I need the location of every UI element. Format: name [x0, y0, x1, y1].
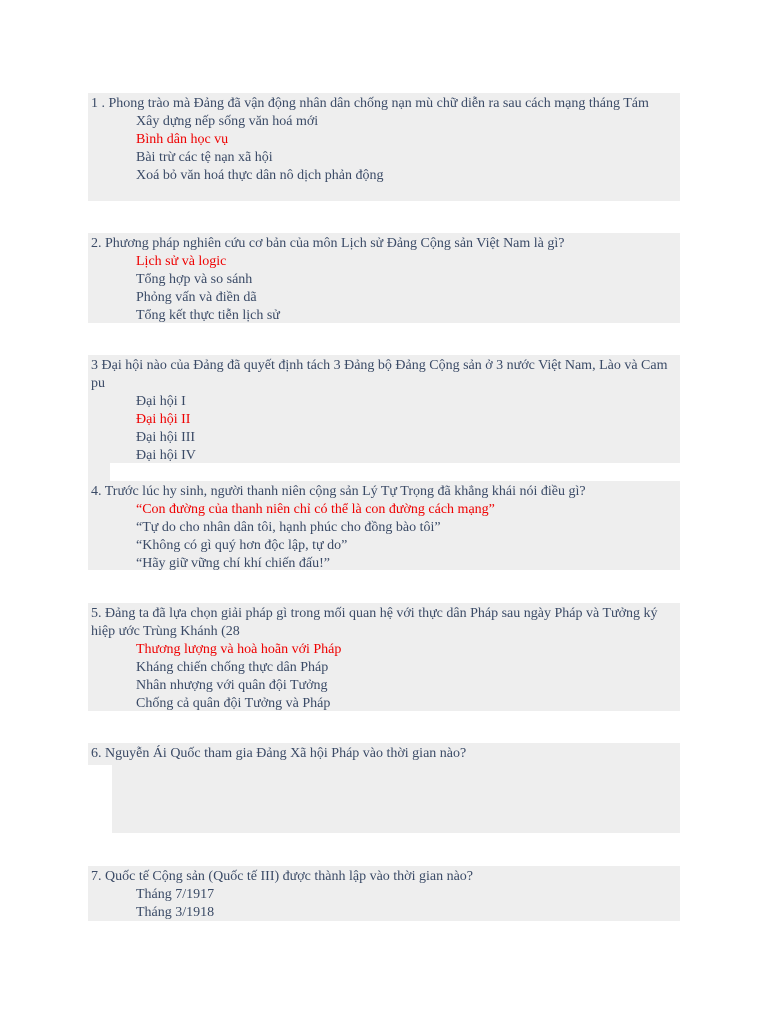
block-notch	[88, 765, 112, 833]
question-block-7	[88, 866, 680, 921]
option: Xoá bỏ văn hoá thực dân nô dịch phản động	[136, 168, 384, 183]
correct-option: Bình dân học vụ	[136, 132, 229, 147]
option: Phỏng vấn và điền dã	[136, 290, 257, 305]
options-list	[88, 641, 680, 715]
question-text: 7. Quốc tế Cộng sản (Quốc tế III) được thành lập vào thời gian nào?	[91, 869, 474, 884]
correct-option: Đại hội II	[136, 412, 191, 427]
options-list	[88, 886, 680, 924]
correct-option: “Con đường của thanh niên chỉ có thể là con đường cách mạng”	[136, 502, 495, 517]
option: Chống cả quân đội Tưởng và Pháp	[136, 696, 331, 711]
options-list	[88, 501, 680, 575]
option: “Hãy giữ vững chí khí chiến đấu!”	[136, 556, 331, 571]
option: Nhân nhượng với quân đội Tưởng	[136, 678, 328, 693]
option: Đại hội I	[136, 394, 186, 409]
block-tail	[88, 463, 110, 481]
option: “Tự do cho nhân dân tôi, hạnh phúc cho đồng bào tôi”	[136, 520, 441, 535]
question-block-1	[88, 93, 680, 201]
question-text: 3 Đại hội nào của Đảng đã quyết định tách 3 Đảng bộ Đảng Cộng sản ở 3 nước Việt Nam, Lào và Cam pu	[91, 358, 668, 391]
options-list	[88, 113, 680, 187]
option: Xây dựng nếp sống văn hoá mới	[136, 114, 319, 129]
option: Kháng chiến chống thực dân Pháp	[136, 660, 329, 675]
question-text: 1 . Phong trào mà Đảng đã vận động nhân dân chống nạn mù chữ diễn ra sau cách mạng tháng Tám	[91, 96, 649, 111]
option: “Không có gì quý hơn độc lập, tự do”	[136, 538, 348, 553]
options-list	[88, 393, 680, 467]
option: Tổng kết thực tiễn lịch sử	[136, 308, 280, 323]
question-text: 6. Nguyễn Ái Quốc tham gia Đảng Xã hội Pháp vào thời gian nào?	[91, 746, 467, 761]
question-block-2	[88, 233, 680, 323]
question-block-4	[88, 481, 680, 570]
option: Tổng hợp và so sánh	[136, 272, 253, 287]
correct-option: Thương lượng và hoà hoãn với Pháp	[136, 642, 342, 657]
question-block-5	[88, 603, 680, 711]
question-text: 4. Trước lúc hy sinh, người thanh niên cộng sản Lý Tự Trọng đã khẳng khái nói điều gì?	[91, 484, 586, 499]
option: Tháng 3/1918	[136, 905, 215, 920]
question-text: 2. Phương pháp nghiên cứu cơ bản của môn Lịch sử Đảng Cộng sản Việt Nam là gì?	[91, 236, 565, 251]
question-block-3	[88, 355, 680, 463]
option: Tháng 7/1917	[136, 887, 215, 902]
option: Đại hội IV	[136, 448, 196, 463]
options-list	[88, 253, 680, 327]
question-block-6	[88, 743, 680, 833]
option: Đại hội III	[136, 430, 196, 445]
option: Bài trừ các tệ nạn xã hội	[136, 150, 273, 165]
question-text: 5. Đảng ta đã lựa chọn giải pháp gì trong mối quan hệ với thực dân Pháp sau ngày Pháp và Tưởng ký hiệp ước Trùng Khánh (28	[91, 606, 658, 639]
correct-option: Lịch sử và logic	[136, 254, 227, 269]
